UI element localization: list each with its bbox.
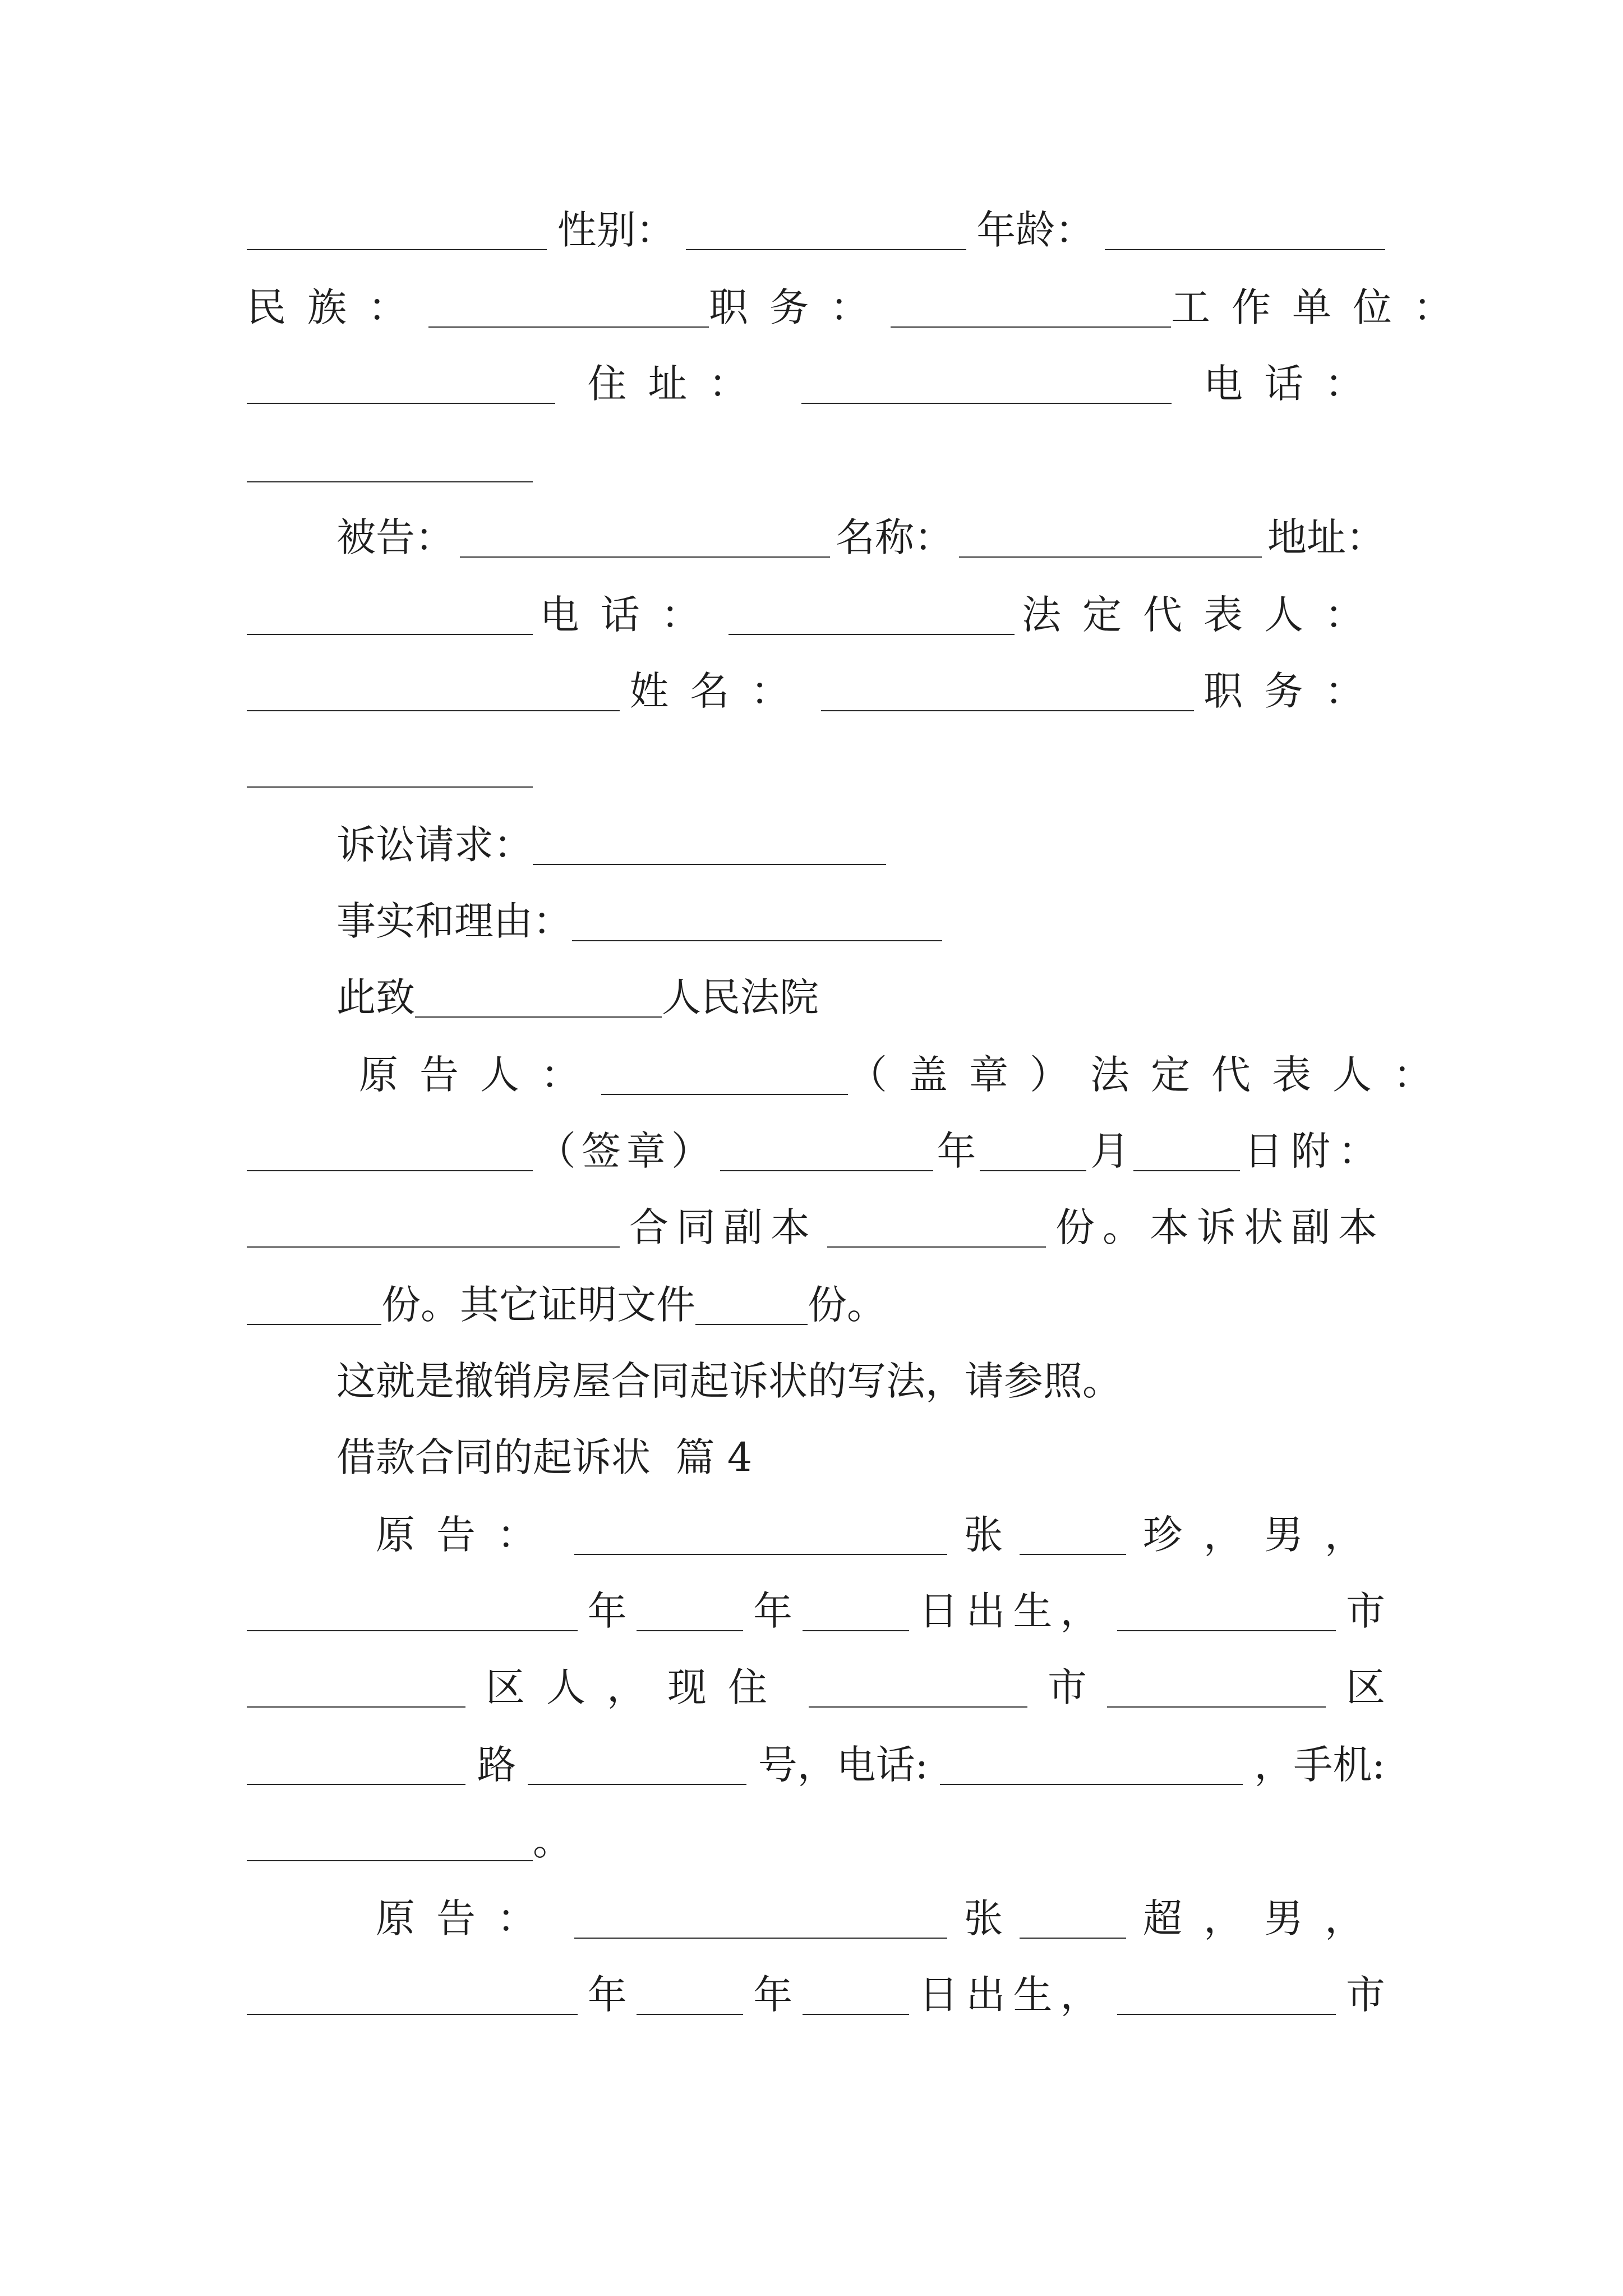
number-phone-label: 号，电话: [758,1742,929,1788]
fill-blank[interactable] [247,249,547,250]
fill-blank[interactable] [959,556,1262,558]
defendant-label: 被告： [336,514,454,560]
city-label: 市 [1048,1664,1087,1710]
fill-blank[interactable] [247,1246,620,1248]
legal-representative-label: 法定代表人： [1021,592,1385,638]
to-label: 此致 [336,974,415,1020]
fill-blank[interactable] [821,710,1194,711]
district-label: 区 [1346,1664,1385,1710]
fill-blank[interactable] [809,1706,1027,1708]
fill-blank[interactable] [827,1246,1046,1248]
year-label: 年 [937,1128,976,1174]
fill-blank[interactable] [940,1784,1243,1785]
name-label: 名称： [836,514,953,560]
plaintiff-label: 原告： [376,1512,557,1558]
full-name-label: 姓名： [629,668,811,714]
ethnicity-label: 民族： [247,284,428,330]
surname-label: 张 [963,1895,1003,1941]
fill-blank[interactable] [247,1706,465,1708]
signature-label: （签章） [536,1128,716,1174]
birth-label: 日出生， [919,1972,1108,2018]
blank-line [247,728,1385,795]
fill-blank[interactable] [247,1630,578,1631]
blank-line [247,423,1385,490]
section-title: 借款合同的起诉状 篇 4 [336,1434,753,1480]
fill-blank[interactable] [1133,1170,1240,1171]
fill-blank[interactable] [1020,1554,1126,1555]
court-label: 人民法院 [662,974,819,1020]
fill-blank[interactable] [803,2014,909,2015]
other-evidence-line [247,1266,1385,1333]
claims-line [247,806,1385,873]
fill-blank[interactable] [1107,1706,1326,1708]
fill-blank[interactable] [247,481,533,482]
district-residence-label: 区人，现住 [486,1664,789,1710]
plaintiff-1-line [247,1496,1385,1563]
fill-blank[interactable] [572,940,942,941]
fill-blank[interactable] [247,403,555,404]
fill-blank[interactable] [247,1860,533,1861]
fill-blank[interactable] [1020,1938,1126,1939]
copies-label: 份。 [808,1282,886,1328]
fill-blank[interactable] [247,786,533,788]
fill-blank[interactable] [247,2014,578,2015]
fill-blank[interactable] [686,249,966,250]
fill-blank[interactable] [428,326,709,328]
ethnicity-position-employer-line [247,268,1474,335]
mobile-label: ，手机: [1254,1742,1385,1788]
fill-blank[interactable] [574,1554,947,1555]
period-mark: 。 [533,1818,572,1864]
mobile-blank-line [247,1802,1385,1869]
city-label: 市 [1345,1588,1385,1634]
fill-blank[interactable] [247,1324,381,1325]
name-gender-label: 超，男， [1143,1895,1385,1941]
phone-label: 电话： [1203,361,1385,407]
name-gender-label: 珍，男， [1143,1512,1385,1558]
fill-blank[interactable] [1105,249,1385,250]
plaintiff-1-residence-line [247,1648,1385,1715]
fill-blank[interactable] [891,326,1171,328]
fill-blank[interactable] [528,1784,746,1785]
plaintiff-1-contact-line [247,1726,1385,1793]
city-label: 市 [1345,1972,1385,2018]
fill-blank[interactable] [637,2014,743,2015]
year-label: 年 [753,1588,793,1634]
birth-label: 日出生， [919,1588,1108,1634]
complaint-copy-label: 份。本诉状副本 [1055,1204,1385,1250]
closing-paragraph [247,1342,1385,1409]
fill-blank[interactable] [601,1094,848,1095]
phone-legal-rep-line [247,576,1385,643]
plaintiff-1-birth-line [247,1572,1385,1639]
fill-blank[interactable] [574,1938,947,1939]
gender-label: 性别： [557,207,675,253]
litigation-claims-label: 诉讼请求： [336,822,533,868]
date-attachment-line [247,1112,1385,1179]
address-label: 地址： [1267,514,1385,560]
year-label: 年 [753,1972,793,2018]
defendant-line [247,498,1385,565]
seal-legal-rep-label: （盖章）法定代表人： [848,1052,1454,1098]
closing-text: 这就是撤销房屋合同起诉状的写法，请参照。 [336,1358,1122,1404]
road-label: 路 [477,1742,517,1788]
address-phone-line [247,344,1385,412]
day-attachment-label: 日附： [1243,1128,1385,1174]
fill-blank[interactable] [247,1170,533,1171]
surname-label: 张 [963,1512,1003,1558]
facts-line [247,882,1385,949]
fill-blank[interactable] [247,1784,465,1785]
fill-blank[interactable] [720,1170,933,1171]
fill-blank[interactable] [801,403,1172,404]
signature-line [247,1036,1454,1103]
fill-blank[interactable] [728,634,1015,635]
fill-blank[interactable] [980,1170,1086,1171]
document-page [247,0,1474,2296]
phone-label: 电话： [540,592,722,638]
employer-label: 工作单位： [1171,284,1474,330]
contract-copy-label: 合同副本 [629,1204,818,1250]
month-label: 月 [1090,1128,1130,1174]
plaintiff-label: 原告： [376,1895,557,1941]
fill-blank[interactable] [247,710,620,711]
court-line [247,958,1385,1025]
fill-blank[interactable] [1117,1630,1336,1631]
position-label: 职务： [1203,668,1385,714]
fill-blank[interactable] [247,634,533,635]
fill-blank[interactable] [695,1324,808,1325]
other-evidence-label: 份。其它证明文件 [381,1282,695,1328]
contract-copy-line [247,1188,1385,1255]
fill-blank[interactable] [460,556,830,558]
fill-blank[interactable] [415,1016,662,1018]
fill-blank[interactable] [803,1630,909,1631]
year-label: 年 [587,1972,627,2018]
fill-blank[interactable] [1117,2014,1336,2015]
plaintiff-gender-age-line [247,191,1385,258]
section-heading [247,1418,1385,1485]
plaintiff-2-birth-line [247,1955,1385,2023]
fill-blank[interactable] [637,1630,743,1631]
address-label: 住址： [587,361,769,407]
plaintiff-2-line [247,1879,1385,1947]
position-label: 职务： [709,284,891,330]
plaintiff-signer-label: 原告人： [359,1052,601,1098]
age-label: 年龄： [976,207,1095,253]
facts-reasons-label: 事实和理由： [336,898,572,944]
year-label: 年 [587,1588,627,1634]
name-position-line [247,652,1385,719]
fill-blank[interactable] [533,864,886,865]
